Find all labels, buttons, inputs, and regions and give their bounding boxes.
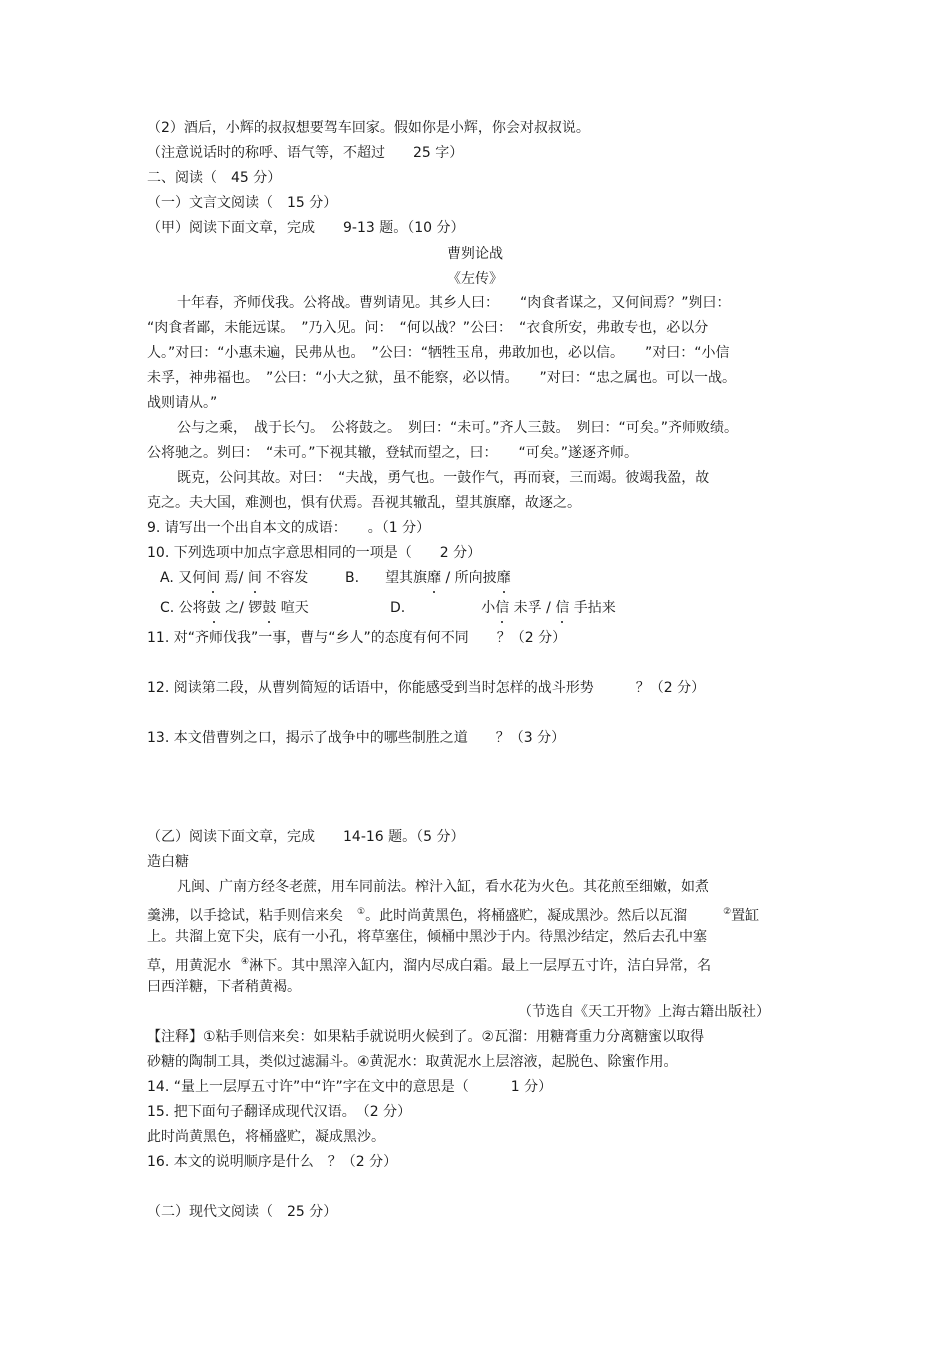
text2-line xyxy=(147,953,711,975)
text1-line: 十年春，齐师伐我。公将战。曹刿请见。其乡人曰： “肉食者谋之，又何间焉？”刿曰： xyxy=(177,295,731,311)
text2-line: 曰西洋糖，下者稍黄褐。 xyxy=(147,979,301,995)
text1-title: 曹刿论战 xyxy=(447,246,503,262)
part-b-instruction: （乙）阅读下面文章，完成 14-16 题。（5 分） xyxy=(147,829,465,845)
subsection-classical-reading: （一）文言文阅读（ 15 分） xyxy=(147,195,338,211)
section-heading-reading: 二、阅读（ 45 分） xyxy=(147,170,282,186)
dotted-char: 鼓 xyxy=(206,600,221,616)
question-8-part-2: （2）酒后，小辉的叔叔想要驾车回家。假如你是小辉，你会对叔叔说。 xyxy=(147,120,590,136)
question-10-option-c xyxy=(160,599,309,617)
option-b-text: / 所向披 xyxy=(441,570,497,586)
question-9: 9. 请写出一个出自本文的成语： 。（1 分） xyxy=(147,520,431,536)
text1-line: 克之。夫大国，难测也，惧有伏焉。吾视其辙乱，望其旗靡，故逐之。 xyxy=(147,495,581,511)
question-15-sentence: 此时尚黄黑色，将桶盛贮，凝成黑沙。 xyxy=(147,1129,385,1145)
dotted-char: 鼓 xyxy=(262,600,277,616)
text2-segment: 。此时尚黄黑色，将桶盛贮，凝成黑沙。然后以瓦溜 xyxy=(365,908,688,924)
text1-line: 人。”对曰：“小惠未遍，民弗从也。 ”公曰：“牺牲玉帛，弗敢加也，必以信。 ”对曰：“小信 xyxy=(147,345,730,361)
footnote-marker: ① xyxy=(357,907,366,917)
text2-line: 凡闽、广南方经冬老蔗，用车同前法。榨汁入缸，看水花为火色。其花煎至细嫩，如煮 xyxy=(177,879,709,895)
option-c-text: 喧天 xyxy=(276,600,309,616)
text1-line: 战则请从。” xyxy=(147,395,218,411)
question-14: 14. “量上一层厚五寸许”中“许”字在文中的意思是（ 1 分） xyxy=(147,1079,553,1095)
text1-line: 公将驰之。刿曰： “未可。”下视其辙，登轼而望之，曰： “可矣。”遂逐齐师。 xyxy=(147,445,639,461)
text2-line xyxy=(147,903,759,925)
option-a-text: 焉/ xyxy=(220,570,248,586)
option-d-text: 小 xyxy=(481,600,496,616)
dotted-char: 信 xyxy=(495,600,510,616)
text2-title: 造白糖 xyxy=(147,854,189,870)
text1-line: 未孚，神弗福也。 ”公曰：“小大之狱，虽不能察，必以情。 ”对曰：“忠之属也。可以一战。 xyxy=(147,370,737,386)
text2-segment: 置缸 xyxy=(731,908,760,924)
text2-segment: 淋下。其中黑滓入缸内，溜内尽成白霜。最上一层厚五寸许，洁白异常，名 xyxy=(249,958,712,974)
question-16: 16. 本文的说明顺序是什么 ？（2 分） xyxy=(147,1154,398,1170)
footnote-marker: ② xyxy=(723,907,732,917)
question-11: 11. 对“齐师伐我”一事，曹与“乡人”的态度有何不同 ？（2 分） xyxy=(147,630,567,646)
option-d-text: 手拈来 xyxy=(569,600,616,616)
dotted-char: 间 xyxy=(206,570,221,586)
footnote-marker: ④ xyxy=(241,957,250,967)
question-12: 12. 阅读第二段，从曹刿简短的话语中，你能感受到当时怎样的战斗形势 ？（2 分） xyxy=(147,680,706,696)
text1-line: “肉食者鄙，未能远谋。 ”乃入见。问： “何以战？”公曰： “衣食所安，弗敢专也，必以分 xyxy=(147,320,709,336)
text1-source: 《左传》 xyxy=(447,271,503,287)
notes-line: 砂糖的陶制工具，类似过滤漏斗。④黄泥水：取黄泥水上层溶液，起脱色、除蜜作用。 xyxy=(147,1054,678,1070)
subsection-modern-reading: （二）现代文阅读（ 25 分） xyxy=(147,1204,338,1220)
text2-line: 上。共溜上宽下尖，底有一小孔，将草塞住，倾桶中黑沙于内。待黑沙结定，然后去孔中塞 xyxy=(147,929,707,945)
question-10-option-b xyxy=(345,569,511,587)
option-b-text: 望其旗 xyxy=(385,570,428,586)
option-a-text: 不容发 xyxy=(261,570,309,586)
option-b-label: B. xyxy=(345,570,360,586)
question-10-option-d xyxy=(390,599,616,617)
option-c-label: C. 公将 xyxy=(160,600,207,616)
option-d-text: 未孚 / xyxy=(509,600,556,616)
dotted-char: 靡 xyxy=(496,570,511,586)
notes-line: 【注释】①粘手则信来矣：如果粘手就说明火候到了。②瓦溜：用糖膏重力分离糖蜜以取得 xyxy=(147,1029,705,1045)
text2-segment: 草，用黄泥水 xyxy=(147,958,231,974)
option-d-label: D. xyxy=(390,600,406,616)
dotted-char: 靡 xyxy=(427,570,442,586)
text2-source: （节选自《天工开物》上海古籍出版社） xyxy=(518,1004,770,1020)
text2-segment: 羹沸，以手捻试，粘手则信来矣 xyxy=(147,908,343,924)
dotted-char: 间 xyxy=(247,570,262,586)
option-a-label: A. 又何 xyxy=(160,570,207,586)
question-10-stem: 10. 下列选项中加点字意思相同的一项是（ 2 分） xyxy=(147,545,482,561)
question-10-option-a xyxy=(160,569,308,587)
text1-line: 既克，公问其故。对曰： “夫战，勇气也。一鼓作气，再而衰，三而竭。彼竭我盈，故 xyxy=(177,470,710,486)
question-13: 13. 本文借曹刿之口，揭示了战争中的哪些制胜之道 ？（3 分） xyxy=(147,730,566,746)
text1-line: 公与之乘， 战于长勺。 公将鼓之。 刿曰：“未可。”齐人三鼓。 刿曰：“可矣。”齐师败绩。 xyxy=(177,420,739,436)
option-c-text: 之/ 锣 xyxy=(220,600,263,616)
question-8-note: （注意说话时的称呼、语气等，不超过 25 字） xyxy=(147,145,464,161)
question-15: 15. 把下面句子翻译成现代汉语。 （2 分） xyxy=(147,1104,412,1120)
dotted-char: 信 xyxy=(555,600,570,616)
part-a-instruction: （甲）阅读下面文章，完成 9-13 题。（10 分） xyxy=(147,220,465,236)
